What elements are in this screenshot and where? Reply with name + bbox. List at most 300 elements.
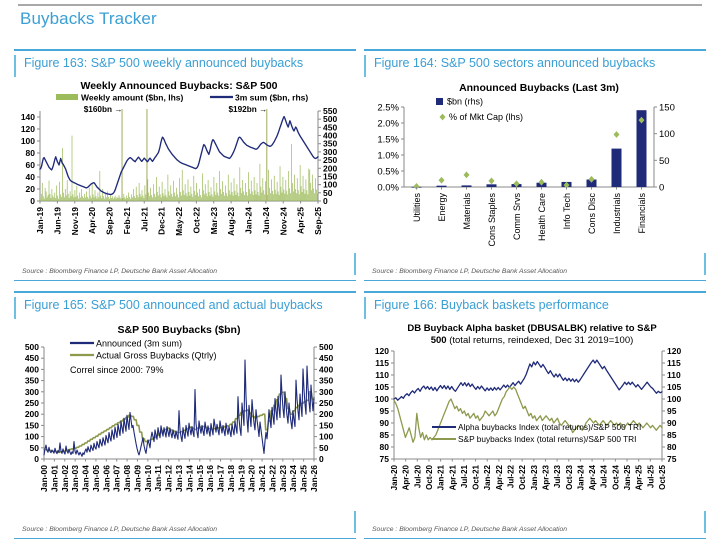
bar-weekly-amount xyxy=(260,187,261,201)
bar-weekly-amount xyxy=(263,190,264,201)
chart-svg-164 xyxy=(364,77,706,261)
x-tick-label: Feb-21 xyxy=(121,207,132,235)
bar-weekly-amount xyxy=(167,197,168,201)
bar-weekly-amount xyxy=(98,197,99,201)
legend-label-3msum: 3m sum ($bn, rhs) xyxy=(235,92,309,103)
bar-weekly-amount xyxy=(221,194,222,201)
x-tick-label: Cons Disc xyxy=(587,193,597,235)
bar-weekly-amount xyxy=(296,193,297,201)
figure-title-166: Figure 166: Buyback baskets performance xyxy=(374,298,609,312)
panel-figure-165 xyxy=(14,291,356,539)
bar-weekly-amount xyxy=(151,195,152,201)
y2-tick-label: 0 xyxy=(319,454,324,464)
marker-sector-mktcap xyxy=(439,177,445,184)
bar-weekly-amount xyxy=(114,197,115,201)
bar-weekly-amount xyxy=(272,191,273,201)
y2-tick-label: 400 xyxy=(319,364,334,375)
bar-weekly-amount xyxy=(233,196,234,201)
annotation-marker-160bn xyxy=(121,109,122,201)
bar-weekly-amount xyxy=(59,182,60,201)
y-tick-label: 2.0% xyxy=(377,118,399,130)
bar-weekly-amount xyxy=(280,166,281,201)
bar-weekly-amount xyxy=(42,183,43,201)
bar-weekly-amount xyxy=(131,194,132,201)
x-tick-label: Oct-25 xyxy=(658,465,667,490)
source-note-165: Source : Bloomberg Finance LP, Deutsche Bank Asset Allocation xyxy=(22,526,218,533)
legend-label-announced: Announced (3m sum) xyxy=(96,338,183,349)
bar-weekly-amount xyxy=(107,191,108,201)
legend-label-weekly: Weekly amount ($bn, lhs) xyxy=(81,92,184,103)
bar-weekly-amount xyxy=(222,181,223,201)
x-tick-label: Apr-25 xyxy=(295,207,306,234)
x-tick-label: Jul-23 xyxy=(553,465,563,489)
bar-weekly-amount xyxy=(168,175,169,201)
panel-top-border xyxy=(364,49,706,51)
bar-weekly-amount xyxy=(65,189,66,201)
bar-weekly-amount xyxy=(225,185,226,201)
y2-tick-label: 250 xyxy=(323,155,338,166)
y2-tick-label: 50 xyxy=(319,442,329,453)
bar-weekly-amount xyxy=(52,189,53,201)
bar-weekly-amount xyxy=(55,198,56,201)
bar-weekly-amount xyxy=(269,188,270,201)
bar-weekly-amount xyxy=(163,193,164,201)
marker-sector-mktcap xyxy=(489,178,495,185)
bar-weekly-amount xyxy=(99,171,100,201)
y-tick-label: 75 xyxy=(379,454,389,464)
chart-title-166-line1: DB Buyback Alpha basket (DBUSALBK) relative to S&P xyxy=(407,323,657,334)
bar-weekly-amount xyxy=(57,196,58,201)
x-tick-label: Sep-25 xyxy=(313,207,323,235)
bar-weekly-amount xyxy=(310,183,311,201)
x-tick-label: Jan-09 xyxy=(132,465,143,492)
legend-label-alpha: Alpha buybacks Index (total returns)/S&P 500 TRI xyxy=(458,422,642,432)
x-tick-label: Jan-00 xyxy=(39,465,49,492)
bar-weekly-amount xyxy=(175,196,176,201)
y-tick-label: 105 xyxy=(374,382,389,392)
bar-weekly-amount xyxy=(292,183,293,201)
x-tick-label: Jan-14 xyxy=(184,465,195,492)
marker-sector-mktcap xyxy=(614,131,620,138)
x-tick-label: Aug-23 xyxy=(226,207,237,236)
bar-weekly-amount xyxy=(224,196,225,201)
x-tick-label: Health Care xyxy=(537,193,547,242)
bar-weekly-amount xyxy=(274,176,275,201)
y-tick-label: 500 xyxy=(24,342,39,352)
bar-weekly-amount xyxy=(212,194,213,201)
x-tick-label: Jan-02 xyxy=(59,465,70,492)
chart-svg-165 xyxy=(14,319,356,519)
x-tick-label: Jan-26 xyxy=(309,465,319,492)
bar-weekly-amount xyxy=(312,175,313,201)
y-tick-label: 85 xyxy=(379,430,389,440)
bar-weekly-amount xyxy=(260,164,261,201)
bar-weekly-amount xyxy=(80,197,81,201)
bar-weekly-amount xyxy=(82,196,83,201)
x-tick-label: Jan-19 xyxy=(236,465,247,492)
bar-weekly-amount xyxy=(170,185,171,201)
bar-weekly-amount xyxy=(108,197,109,201)
x-tick-label: Apr-20 xyxy=(87,207,98,234)
bar-weekly-amount xyxy=(70,191,71,201)
bar-weekly-amount xyxy=(281,187,282,201)
y2-tick-label: 95 xyxy=(667,406,677,416)
legend-label-mktcap: % of Mkt Cap (lhs) xyxy=(449,112,524,122)
bar-weekly-amount xyxy=(95,190,96,201)
x-tick-label: Jan-12 xyxy=(163,465,174,492)
bar-weekly-amount xyxy=(259,196,260,201)
bar-weekly-amount xyxy=(106,197,107,201)
bar-weekly-amount xyxy=(152,197,153,201)
bar-weekly-amount xyxy=(299,194,300,201)
bar-weekly-amount xyxy=(182,170,183,201)
bar-weekly-amount xyxy=(61,197,62,201)
legend-swatch-mktcap xyxy=(440,114,446,121)
y-tick-label: 95 xyxy=(379,406,389,416)
x-tick-label: Apr-23 xyxy=(541,465,551,491)
bar-weekly-amount xyxy=(43,196,44,201)
bar-weekly-amount xyxy=(286,191,287,201)
bar-weekly-amount xyxy=(275,190,276,201)
bar-weekly-amount xyxy=(243,191,244,201)
bar-weekly-amount xyxy=(302,192,303,201)
bar-weekly-amount xyxy=(74,197,75,201)
bar-weekly-amount xyxy=(283,190,284,201)
x-tick-label: Jan-24 xyxy=(243,207,254,234)
bar-weekly-amount xyxy=(305,194,306,201)
y2-tick-label: 500 xyxy=(323,114,338,125)
x-tick-label: Jan-15 xyxy=(194,465,205,492)
legend-label-sbn: $bn (rhs) xyxy=(447,96,484,107)
panel-bottom-border xyxy=(14,280,356,282)
bar-weekly-amount xyxy=(60,194,61,201)
bar-weekly-amount xyxy=(67,180,68,201)
x-tick-label: Jan-20 xyxy=(246,465,257,492)
bar-weekly-amount xyxy=(144,198,145,201)
y2-tick-label: 0 xyxy=(323,196,328,206)
bar-weekly-amount xyxy=(50,194,51,201)
x-tick-label: Jan-23 xyxy=(277,465,288,492)
bar-weekly-amount xyxy=(307,194,308,201)
panel-left-accent xyxy=(364,297,366,319)
bar-weekly-amount xyxy=(121,199,122,201)
bar-weekly-amount xyxy=(278,191,279,201)
bar-weekly-amount xyxy=(98,193,99,201)
bar-weekly-amount xyxy=(315,178,316,201)
bar-weekly-amount xyxy=(298,190,299,201)
bar-weekly-amount xyxy=(56,185,57,201)
bar-weekly-amount xyxy=(187,196,188,201)
bar-weekly-amount xyxy=(283,177,284,201)
x-tick-label: Jan-22 xyxy=(267,465,278,492)
bar-weekly-amount xyxy=(75,190,76,201)
bar-weekly-amount xyxy=(271,179,272,201)
bar-weekly-amount xyxy=(181,196,182,201)
bar-weekly-amount xyxy=(154,194,155,201)
bar-weekly-amount xyxy=(316,190,317,201)
bar-weekly-amount xyxy=(289,188,290,201)
y-tick-label: 120 xyxy=(20,124,35,134)
bar-weekly-amount xyxy=(268,170,269,201)
bar-weekly-amount xyxy=(287,194,288,201)
bar-weekly-amount xyxy=(89,188,90,201)
bar-weekly-amount xyxy=(169,196,170,201)
x-tick-label: Comm Srvs xyxy=(512,193,522,240)
bar-weekly-amount xyxy=(279,195,280,201)
x-tick-label: Cons Staples xyxy=(487,193,497,247)
bar-weekly-amount xyxy=(143,196,144,201)
line-alpha-buybacks xyxy=(394,360,662,400)
y-tick-label: 80 xyxy=(25,148,35,158)
bar-weekly-amount xyxy=(129,197,130,201)
bar-weekly-amount xyxy=(164,196,165,201)
bar-weekly-amount xyxy=(142,190,143,201)
y-tick-label: 100 xyxy=(374,394,389,404)
bar-weekly-amount xyxy=(236,195,237,201)
y2-tick-label: 105 xyxy=(667,382,682,392)
y-tick-label: 400 xyxy=(24,364,39,375)
bar-weekly-amount xyxy=(119,195,120,201)
y-tick-label: 120 xyxy=(374,346,389,356)
bar-weekly-amount xyxy=(166,195,167,201)
x-tick-label: Jan-25 xyxy=(298,465,309,492)
bar-weekly-amount xyxy=(112,196,113,201)
bar-weekly-amount xyxy=(157,192,158,201)
bar-weekly-amount xyxy=(229,190,230,201)
x-tick-label: Apr-20 xyxy=(401,465,411,491)
figure-title-165: Figure 165: S&P 500 announced and actual buybacks xyxy=(24,298,323,312)
x-tick-label: Jan-24 xyxy=(288,465,299,492)
y-tick-label: 90 xyxy=(379,418,389,428)
y2-tick-label: 150 xyxy=(659,102,675,114)
bar-weekly-amount xyxy=(238,196,239,201)
bar-weekly-amount xyxy=(48,195,49,201)
bar-weekly-amount xyxy=(232,192,233,201)
bar-weekly-amount xyxy=(118,198,119,201)
x-tick-label: Jul-25 xyxy=(646,465,656,489)
panel-left-accent xyxy=(364,55,366,77)
bar-weekly-amount xyxy=(92,183,93,201)
bar-weekly-amount xyxy=(230,194,231,201)
x-tick-label: Oct-20 xyxy=(424,465,434,490)
y-tick-label: 0.5% xyxy=(377,166,399,178)
y-tick-label: 0 xyxy=(30,196,35,206)
x-tick-label: Jan-13 xyxy=(174,465,184,492)
y2-tick-label: 450 xyxy=(319,353,334,364)
bar-weekly-amount xyxy=(49,181,50,201)
bar-weekly-amount xyxy=(102,189,103,201)
bar-weekly-amount xyxy=(200,195,201,201)
bar-weekly-amount xyxy=(155,197,156,201)
bar-weekly-amount xyxy=(265,181,266,201)
bar-weekly-amount xyxy=(188,179,189,201)
chart-svg-166 xyxy=(364,319,706,519)
y-tick-label: 0 xyxy=(34,454,39,464)
y-tick-label: 140 xyxy=(20,112,35,122)
bar-weekly-amount xyxy=(44,199,45,201)
legend-swatch-sbn xyxy=(436,98,443,105)
bar-weekly-amount xyxy=(304,189,305,201)
bar-weekly-amount xyxy=(84,194,85,201)
bar-weekly-amount xyxy=(148,193,149,201)
bar-weekly-amount xyxy=(208,180,209,201)
bar-weekly-amount xyxy=(93,194,94,201)
x-tick-label: Apr-25 xyxy=(634,465,644,491)
x-tick-label: Oct-22 xyxy=(191,207,202,234)
bar-weekly-amount xyxy=(237,193,238,201)
legend-swatch-bar xyxy=(56,94,78,100)
bar-weekly-amount xyxy=(255,190,256,201)
y2-tick-label: 110 xyxy=(667,370,681,380)
bar-weekly-amount xyxy=(250,194,251,201)
chart-area-163 xyxy=(14,77,356,261)
x-tick-label: Jan-21 xyxy=(436,465,446,491)
x-tick-label: Jan-19 xyxy=(35,207,45,234)
x-tick-label: Jul-20 xyxy=(413,465,423,489)
x-tick-label: Jul-22 xyxy=(506,465,516,489)
x-tick-label: Oct-23 xyxy=(564,465,574,490)
bar-weekly-amount xyxy=(159,187,160,201)
bar-weekly-amount xyxy=(277,182,278,201)
bar-weekly-amount xyxy=(227,196,228,201)
bar-weekly-amount xyxy=(270,193,271,201)
bar-weekly-amount xyxy=(262,178,263,201)
x-tick-label: Oct-22 xyxy=(518,465,528,490)
y-tick-label: 200 xyxy=(24,409,39,420)
panel-top-border xyxy=(14,291,356,293)
x-tick-label: Sep-20 xyxy=(104,207,115,235)
bar-weekly-amount xyxy=(120,197,121,201)
bar-weekly-amount xyxy=(245,183,246,201)
x-tick-label: Financials xyxy=(637,193,647,234)
bar-weekly-amount xyxy=(288,171,289,201)
x-tick-label: Jan-20 xyxy=(390,465,399,491)
bar-weekly-amount xyxy=(285,180,286,201)
bar-weekly-amount xyxy=(209,192,210,201)
bar-weekly-amount xyxy=(77,196,78,201)
bar-weekly-amount xyxy=(47,197,48,201)
bar-weekly-amount xyxy=(313,188,314,201)
x-tick-label: Info Tech xyxy=(562,193,572,230)
bar-weekly-amount xyxy=(103,196,104,201)
y2-tick-label: 100 xyxy=(323,179,338,190)
bar-weekly-amount xyxy=(231,182,232,201)
bar-weekly-amount xyxy=(173,181,174,201)
x-tick-label: Jan-03 xyxy=(70,465,81,492)
x-tick-label: Jan-01 xyxy=(49,465,60,492)
x-tick-label: Jan-25 xyxy=(623,465,633,491)
bar-weekly-amount xyxy=(301,186,302,201)
bar-weekly-amount xyxy=(295,189,296,201)
bar-weekly-amount xyxy=(189,192,190,201)
x-tick-label: Jul-24 xyxy=(599,465,609,489)
page-title: Buybacks Tracker xyxy=(20,9,157,28)
y2-tick-label: 350 xyxy=(323,138,338,149)
panel-left-accent xyxy=(14,297,16,319)
bar-weekly-amount xyxy=(308,169,309,201)
bar-weekly-amount xyxy=(144,185,145,201)
x-tick-label: Jan-22 xyxy=(483,465,493,491)
chart-svg-163 xyxy=(14,77,356,261)
y2-tick-label: 300 xyxy=(319,386,334,397)
bar-weekly-amount xyxy=(220,189,221,201)
y-tick-label: 100 xyxy=(20,136,35,146)
chart-area-165 xyxy=(14,319,356,519)
bar-weekly-amount xyxy=(75,197,76,201)
bar-weekly-amount xyxy=(134,196,135,201)
bar-weekly-amount xyxy=(72,136,73,201)
bar-weekly-amount xyxy=(241,193,242,201)
chart-area-166 xyxy=(364,319,706,519)
y2-tick-label: 80 xyxy=(667,442,677,452)
panel-bottom-border xyxy=(364,280,706,282)
panel-left-accent xyxy=(14,55,16,77)
bar-weekly-amount xyxy=(97,199,98,201)
bar-weekly-amount xyxy=(104,199,105,201)
bar-weekly-amount xyxy=(239,167,240,201)
bar-weekly-amount xyxy=(284,194,285,201)
y2-tick-label: 300 xyxy=(323,146,338,157)
bar-weekly-amount xyxy=(111,198,112,201)
bar-weekly-amount xyxy=(85,197,86,201)
bar-weekly-amount xyxy=(53,197,54,201)
y2-tick-label: 0 xyxy=(659,182,665,194)
bar-weekly-amount xyxy=(247,196,248,201)
bar-weekly-amount xyxy=(105,194,106,201)
bar-weekly-amount xyxy=(217,193,218,201)
bar-weekly-amount xyxy=(136,187,137,201)
bar-weekly-amount xyxy=(91,198,92,201)
bar-weekly-amount xyxy=(62,148,63,201)
bar-weekly-amount xyxy=(282,193,283,201)
bar-weekly-amount xyxy=(240,188,241,201)
y-tick-label: 100 xyxy=(24,431,39,442)
bar-weekly-amount xyxy=(63,193,64,201)
bar-weekly-amount xyxy=(314,193,315,201)
bar-weekly-amount xyxy=(228,175,229,201)
y-tick-label: 40 xyxy=(25,172,35,182)
y2-tick-label: 350 xyxy=(319,375,334,386)
chart-title-166-bold: 500 xyxy=(430,335,447,346)
bar-weekly-amount xyxy=(252,191,253,201)
bar-weekly-amount xyxy=(205,184,206,201)
x-tick-label: Oct-21 xyxy=(471,465,481,490)
bar-weekly-amount xyxy=(115,196,116,201)
y-tick-label: 450 xyxy=(24,353,39,364)
y2-tick-label: 250 xyxy=(319,398,334,408)
bar-weekly-amount xyxy=(290,193,291,201)
x-tick-label: Jun-19 xyxy=(52,207,63,235)
bar-weekly-amount xyxy=(171,194,172,201)
bar-weekly-amount xyxy=(190,196,191,201)
bar-weekly-amount xyxy=(195,195,196,201)
y2-tick-label: 450 xyxy=(323,122,338,133)
bar-weekly-amount xyxy=(73,194,74,201)
bar-weekly-amount xyxy=(294,175,295,201)
panel-top-border xyxy=(364,291,706,293)
bar-weekly-amount xyxy=(234,178,235,201)
x-tick-label: Dec-21 xyxy=(156,207,167,235)
x-tick-label: Jan-17 xyxy=(215,465,226,492)
bar-weekly-amount xyxy=(206,193,207,201)
y-tick-label: 350 xyxy=(24,375,39,386)
bar-weekly-amount xyxy=(94,197,95,201)
chart-area-164 xyxy=(364,77,706,261)
bar-weekly-amount xyxy=(165,189,166,201)
annotation-correlation: Correl since 2000: 79% xyxy=(70,365,164,375)
y2-tick-label: 400 xyxy=(323,130,338,141)
bar-weekly-amount xyxy=(68,194,69,201)
